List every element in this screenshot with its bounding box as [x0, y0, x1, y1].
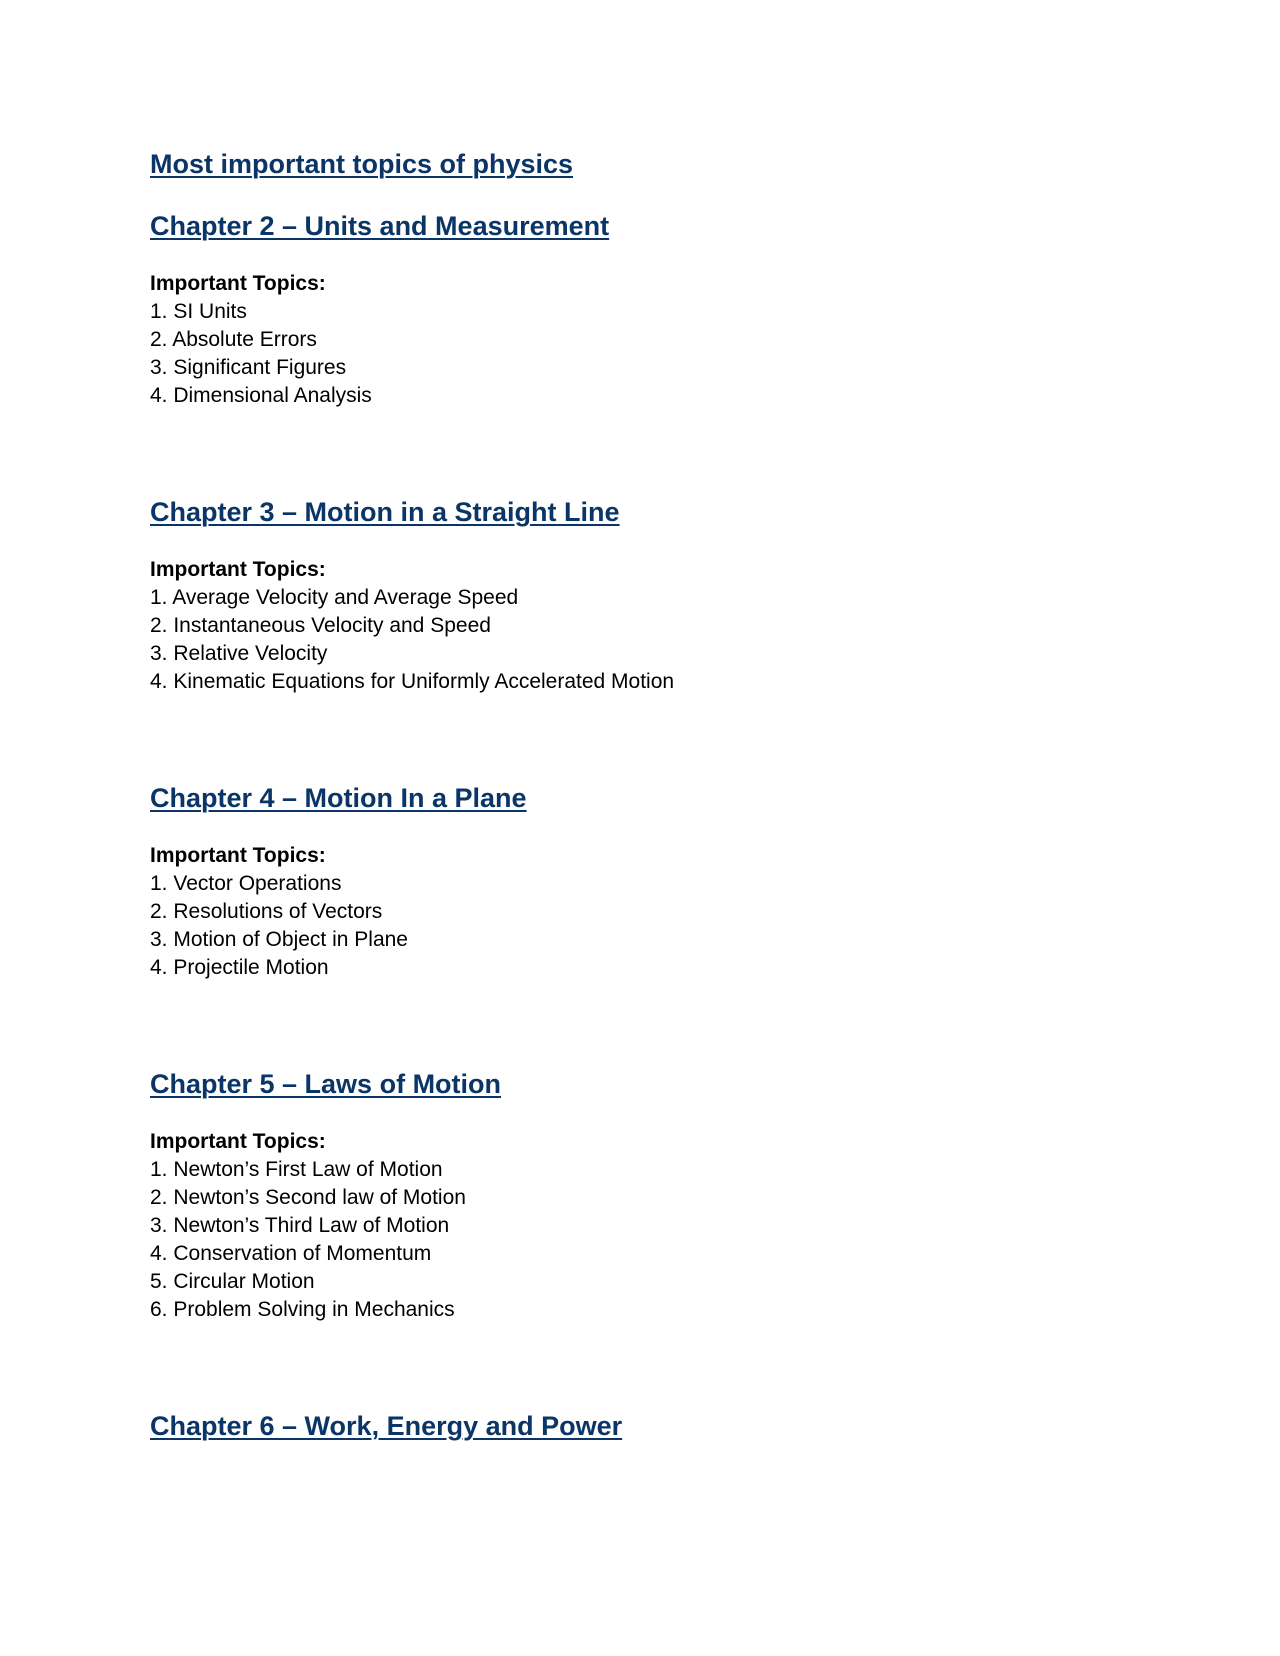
- chapter-6-section: [150, 1410, 1150, 1442]
- list-item: 4. Kinematic Equations for Uniformly Accelerated Motion: [150, 670, 675, 693]
- list-item: 4. Conservation of Momentum: [150, 1242, 432, 1265]
- chapter-title: Chapter 5 – Laws of Motion: [150, 1069, 502, 1099]
- list-item: 1. Average Velocity and Average Speed: [150, 586, 519, 609]
- topics-label: Important Topics:: [150, 844, 326, 867]
- topics-label: Important Topics:: [150, 1130, 326, 1153]
- chapter-title: Chapter 4 – Motion In a Plane: [150, 783, 527, 813]
- list-item: 3. Motion of Object in Plane: [150, 928, 408, 951]
- chapter-2-section: [150, 210, 1150, 410]
- topics-list: [150, 584, 1150, 696]
- list-item: 5. Circular Motion: [150, 1270, 315, 1293]
- document-title: Most important topics of physics: [150, 149, 574, 179]
- chapter-title: Chapter 6 – Work, Energy and Power: [150, 1411, 623, 1441]
- topics-list: [150, 870, 1150, 982]
- topics-label: Important Topics:: [150, 272, 326, 295]
- list-item: 3. Significant Figures: [150, 356, 347, 379]
- list-item: 3. Newton’s Third Law of Motion: [150, 1214, 450, 1237]
- list-item: 4. Projectile Motion: [150, 956, 329, 979]
- list-item: 2. Instantaneous Velocity and Speed: [150, 614, 491, 637]
- list-item: 1. SI Units: [150, 300, 247, 323]
- topics-label: Important Topics:: [150, 558, 326, 581]
- topics-list: [150, 298, 1150, 410]
- chapter-5-section: [150, 1068, 1150, 1324]
- list-item: 2. Newton’s Second law of Motion: [150, 1186, 466, 1209]
- chapter-title: Chapter 3 – Motion in a Straight Line: [150, 497, 620, 527]
- topics-list: [150, 1156, 1150, 1324]
- list-item: 1. Vector Operations: [150, 872, 342, 895]
- list-item: 6. Problem Solving in Mechanics: [150, 1298, 455, 1321]
- chapter-title: Chapter 2 – Units and Measurement: [150, 211, 610, 241]
- list-item: 2. Absolute Errors: [150, 328, 317, 351]
- list-item: 3. Relative Velocity: [150, 642, 328, 665]
- list-item: 4. Dimensional Analysis: [150, 384, 372, 407]
- chapter-3-section: [150, 496, 1150, 696]
- chapter-4-section: [150, 782, 1150, 982]
- list-item: 2. Resolutions of Vectors: [150, 900, 383, 923]
- list-item: 1. Newton’s First Law of Motion: [150, 1158, 443, 1181]
